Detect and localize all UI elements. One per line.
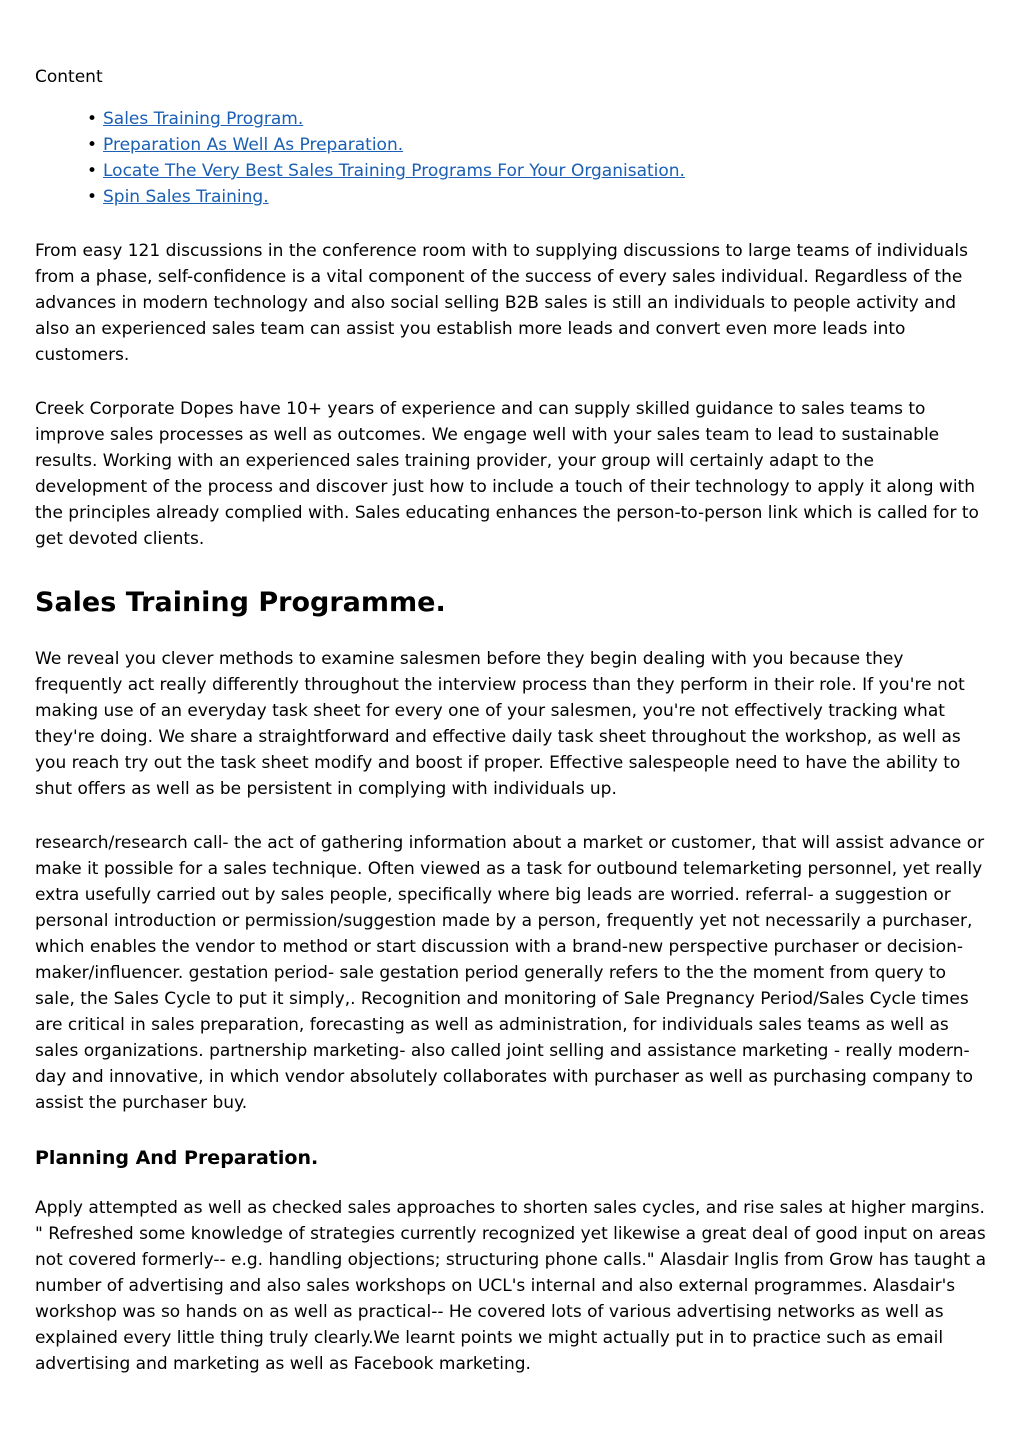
section1-paragraph-2: research/research call- the act of gathering information about a market or customer, that will assist advance or make it possible for a sales technique. Often viewed as a task for outbound telemarketing personnel, yet really extra usefully carried out by sales people, specifically where big leads are worried. referral- a suggestion or personal introduction or permission/suggestion made by a person, frequently yet not necessarily a purchaser, which enables the vendor to method or start discussion with a brand-new perspective purchaser or decision-maker/influencer. gestation period- sale gestation period generally refers to the the moment from query to sale, the Sales Cycle to put it simply,. Recognition and monitoring of Sale Pregnancy Period/Sales Cycle times are critical in sales preparation, forecasting as well as administration, for individuals sales teams as well as sales organizations. partnership marketing- also called joint selling and assistance marketing - really modern-day and innovative, in which vendor absolutely collaborates with purchaser as well as purchasing company to assist the purchaser buy.: [35, 833, 985, 1113]
toc-link-preparation[interactable]: Preparation As Well As Preparation.: [103, 135, 404, 155]
toc-item: [87, 106, 988, 132]
toc-item: [87, 184, 988, 210]
toc-list: [35, 106, 988, 210]
toc-heading: Content: [35, 67, 103, 87]
section-heading-planning-and-preparation: Planning And Preparation.: [35, 1147, 319, 1169]
toc-link-locate-best-programs[interactable]: Locate The Very Best Sales Training Programs For Your Organisation.: [103, 161, 685, 181]
toc-item: [87, 158, 988, 184]
toc-link-spin-sales-training[interactable]: Spin Sales Training.: [103, 187, 269, 207]
intro-paragraph-2: Creek Corporate Dopes have 10+ years of experience and can supply skilled guidance to sales teams to improve sales processes as well as outcomes. We engage well with your sales team to lead to sustainable results. Working with an experienced sales training provider, your group will certainly adapt to the development of the process and discover just how to include a touch of their technology to apply it along with the principles already complied with. Sales educating enhances the person-to-person link which is called for to get devoted clients.: [35, 399, 979, 549]
section-heading-sales-training-programme: Sales Training Programme.: [35, 587, 446, 618]
section2-paragraph-1: Apply attempted as well as checked sales approaches to shorten sales cycles, and rise sales at higher margins. " Refreshed some knowledge of strategies currently recognized yet likewise a great deal of good input on areas not covered formerly-- e.g. handling objections; structuring phone calls." Alasdair Inglis from Grow has taught a number of advertising and also sales workshops on UCL's internal and also external programmes. Alasdair's workshop was so hands on as well as practical-- He covered lots of various advertising networks as well as explained every little thing truly clearly.We learnt points we might actually put in to practice such as email advertising and marketing as well as Facebook marketing.: [35, 1198, 987, 1374]
toc-link-sales-training-program[interactable]: Sales Training Program.: [103, 109, 304, 129]
intro-paragraph-1: From easy 121 discussions in the conference room with to supplying discussions to large teams of individuals from a phase, self-confidence is a vital component of the success of every sales individual. Regardless of the advances in modern technology and also social selling B2B sales is still an individuals to people activity and also an experienced sales team can assist you establish more leads and convert even more leads into customers.: [35, 241, 969, 365]
section1-paragraph-1: We reveal you clever methods to examine salesmen before they begin dealing with you because they frequently act really differently throughout the interview process than they perform in their role. If you're not making use of an everyday task sheet for every one of your salesmen, you're not effectively tracking what they're doing. We share a straightforward and effective daily task sheet throughout the workshop, as well as you reach try out the task sheet modify and boost if proper. Effective salespeople need to have the ability to shut offers as well as be persistent in complying with individuals up.: [35, 649, 965, 799]
toc-item: [87, 132, 988, 158]
